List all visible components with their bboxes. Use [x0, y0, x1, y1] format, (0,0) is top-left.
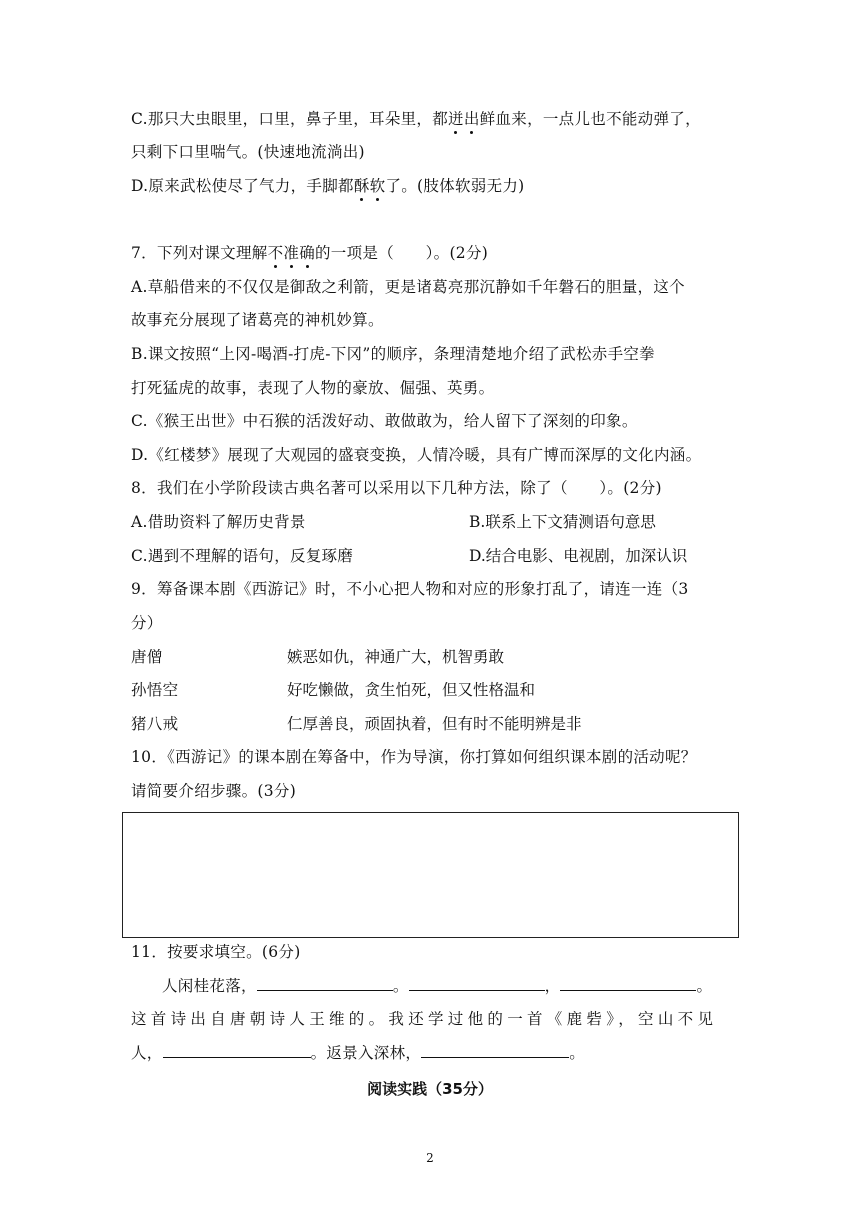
q7-option-a-line2: 故事充分展现了诸葛亮的神机妙算。: [131, 311, 384, 329]
answer-blank[interactable]: [163, 1041, 311, 1058]
emphasis-dot-char: 出: [464, 107, 480, 129]
answer-blank[interactable]: [409, 974, 545, 991]
q6-option-d: D.原来武松使尽了气力，手脚都酥软了。(肢体软弱无力): [131, 174, 525, 196]
emphasis-dot-char: 确: [299, 241, 315, 263]
q7-option-c: C.《猴王出世》中石猴的活泼好动、敢做敢为，给人留下了深刻的印象。: [131, 412, 638, 430]
q11-fill-line: 人， 。返景入深林， 。: [131, 1041, 585, 1063]
page-number: 2: [426, 1151, 434, 1165]
q9-character-name: 唐僧: [131, 648, 163, 666]
q9-character-description: 嫉恶如仇，神通广大，机智勇敢: [287, 648, 505, 666]
answer-blank[interactable]: [560, 974, 696, 991]
q10-stem-line2: 请简要介绍步骤。(3分): [131, 782, 297, 800]
q8-option-a: A.借助资料了解历史背景: [131, 513, 306, 531]
emphasis-dot-char: 准: [283, 241, 299, 263]
emphasis-dot-char: 迸: [448, 107, 464, 129]
q8-stem: 8．我们在小学阶段读古典名著可以采用以下几种方法，除了（ ）。(2分): [131, 479, 662, 497]
q7-option-b-line2: 打死猛虎的故事，表现了人物的豪放、倔强、英勇。: [131, 379, 495, 397]
answer-blank[interactable]: [421, 1041, 569, 1058]
q10-stem-line1: 10．《西游记》的课本剧在筹备中，作为导演，你打算如何组织课本剧的活动呢？: [131, 748, 697, 766]
q6-option-c-line2: 只剩下口里喘气。(快速地流淌出): [131, 143, 365, 161]
q11-stem: 11．按要求填空。(6分): [131, 943, 301, 961]
section-heading: 阅读实践（35分）: [367, 1080, 493, 1098]
q9-character-name: 孙悟空: [131, 681, 179, 699]
emphasis-dot-char: 软: [370, 174, 386, 196]
q10-answer-box[interactable]: [122, 812, 739, 938]
q9-stem-line2: 分）: [131, 614, 163, 632]
q11-poem-line: 人闲桂花落， 。 ， 。: [162, 974, 712, 996]
q7-option-b-line1: B.课文按照“上冈-喝酒-打虎-下冈”的顺序，条理清楚地介绍了武松赤手空拳: [131, 345, 655, 363]
q8-option-b: B.联系上下文猜测语句意思: [469, 513, 656, 531]
emphasis-dot-char: 不: [268, 241, 284, 263]
q7-stem: 7．下列对课文理解不准确的一项是（ ）。(2分): [131, 241, 488, 263]
answer-blank[interactable]: [257, 974, 393, 991]
q9-character-description: 仁厚善良，顽固执着，但有时不能明辨是非: [287, 715, 582, 733]
q9-character-name: 猪八戒: [131, 715, 179, 733]
q6-option-c-line1: C.那只大虫眼里，口里，鼻子里，耳朵里，都迸出鲜血来，一点儿也不能动弹了，: [131, 107, 701, 129]
q8-option-c: C.遇到不理解的语句，反复琢磨: [131, 547, 354, 565]
q7-option-d: D.《红楼梦》展现了大观园的盛衰变换，人情冷暖，具有广博而深厚的文化内涵。: [131, 446, 702, 464]
q7-option-a-line1: A.草船借来的不仅仅是御敌之利箭，更是诸葛亮那沉静如千年磐石的胆量，这个: [131, 278, 685, 296]
q8-option-d: D.结合电影、电视剧，加深认识: [469, 547, 688, 565]
q9-stem-line1: 9．筹备课本剧《西游记》时，不小心把人物和对应的形象打乱了，请连一连（3: [131, 580, 689, 598]
q11-text-line: 这首诗出自唐朝诗人王维的。我还学过他的一首《鹿砦》，空山不见: [131, 1010, 718, 1028]
q9-character-description: 好吃懒做，贪生怕死，但又性格温和: [287, 681, 536, 699]
emphasis-dot-char: 酥: [354, 174, 370, 196]
